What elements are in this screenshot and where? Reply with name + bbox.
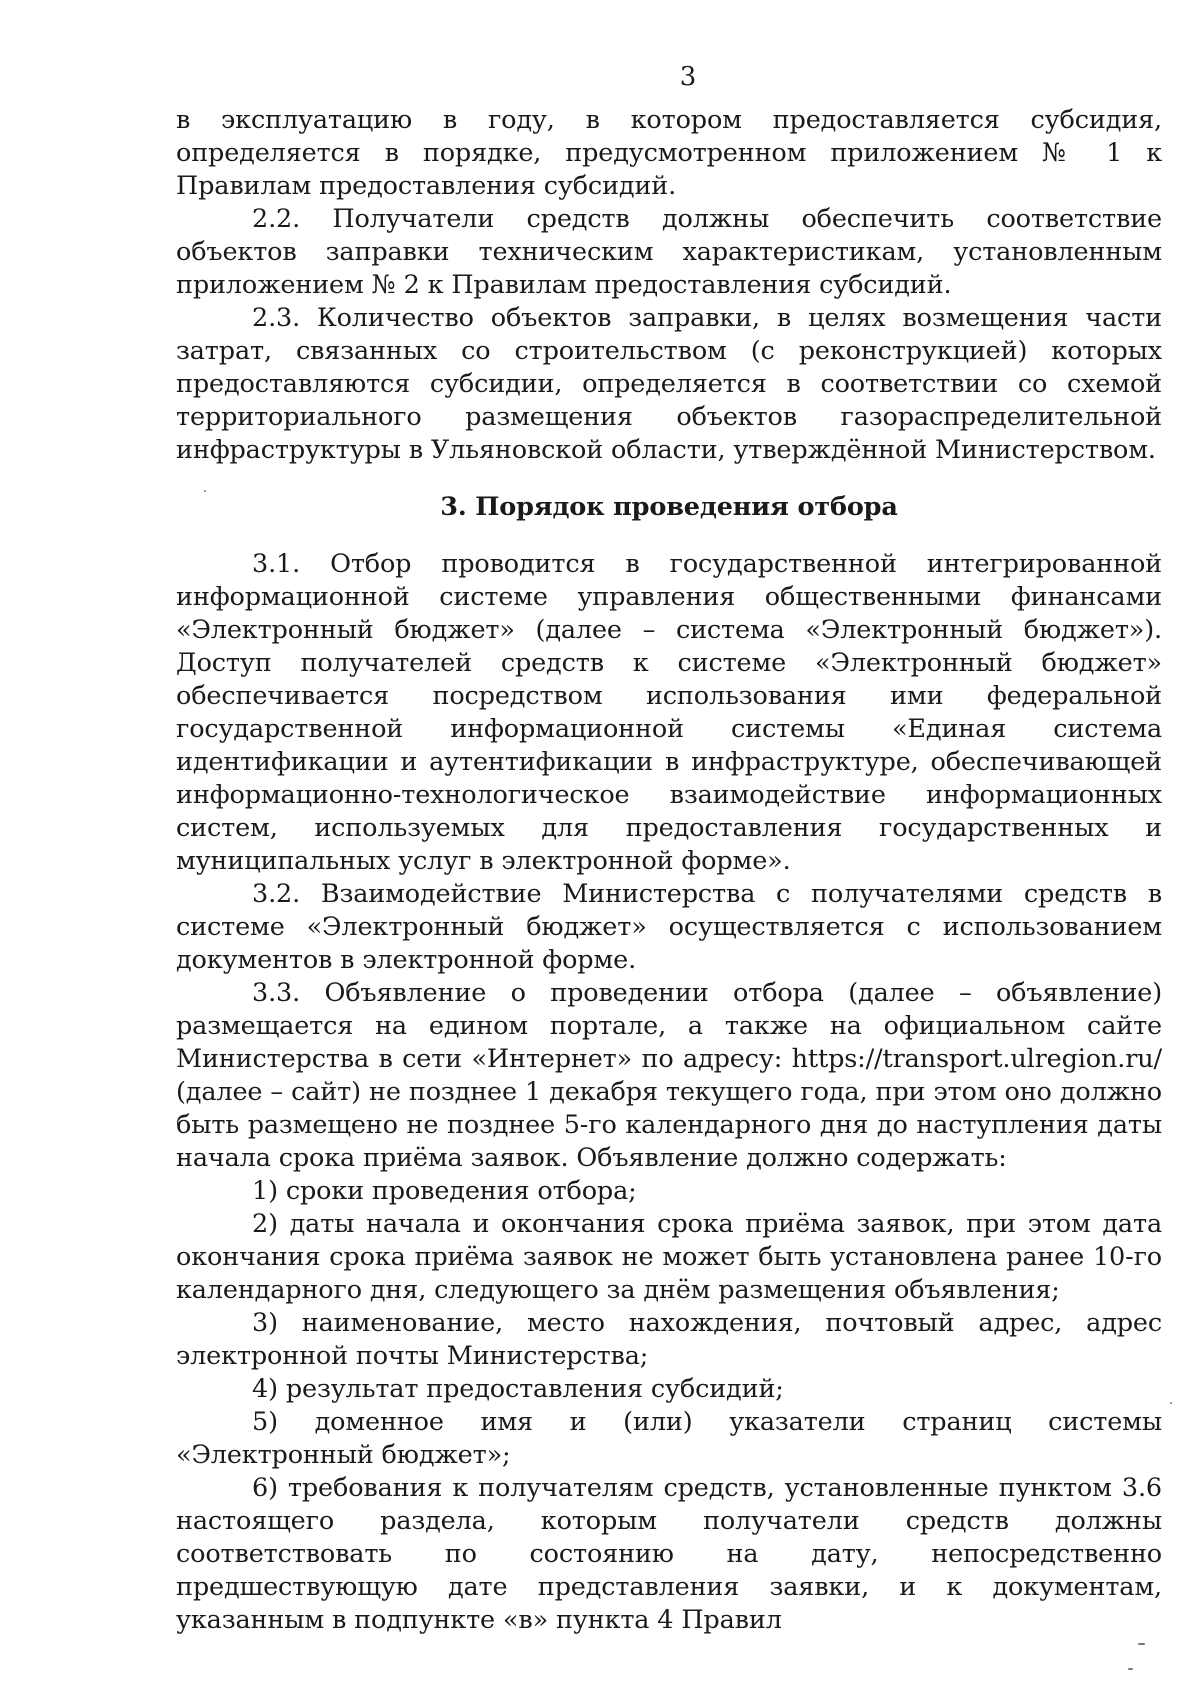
list-item-1: 1) сроки проведения отбора; (252, 1176, 637, 1206)
document-body (176, 104, 1162, 1637)
scan-speck (1170, 1402, 1172, 1404)
paragraph-2-3: 2.3. Количество объектов заправки, в целях возмещения части затрат, связанных со строительством (с реконструкцией) которых предоставляются субсидии, определяется в соответствии со схемой территориального размещения объектов газораспределительной инфраструктуры в Ульяновской области, утверждённой Министерством. (176, 303, 1162, 465)
list-item-3: 3) наименование, место нахождения, почтовый адрес, адрес электронной почты Министерства; (176, 1308, 1162, 1371)
page-number: 3 (679, 62, 697, 92)
paragraph-3-1: 3.1. Отбор проводится в государственной интегрированной информационной системе управления общественными финансами «Электронный бюджет» (далее – система «Электронный бюджет»). Доступ получателей средств к системе «Электронный бюджет» обеспечивается посредством использования ими федеральной государственной информационной системы «Единая система идентификации и аутентификации в инфраструктуре, обеспечивающей информационно-технологическое взаимодействие информационных систем, используемых для предоставления государственных и муниципальных услуг в электронной форме». (176, 549, 1162, 876)
paragraph-3-2: 3.2. Взаимодействие Министерства с получателями средств в системе «Электронный бюджет» осуществляется с использованием документов в электронной форме. (176, 879, 1162, 975)
section-heading: 3. Порядок проведения отбора (440, 492, 898, 522)
list-item-4: 4) результат предоставления субсидий; (252, 1374, 784, 1404)
paragraph-3-3: 3.3. Объявление о проведении отбора (далее – объявление) размещается на едином портале, а также на официальном сайте Министерства в сети «Интернет» по адресу: https://transport.ulregion.ru/ (далее – сайт) не позднее 1 декабря текущего года, при этом оно должно быть размещено не позднее 5-го календарного дня до наступления даты начала срока приёма заявок. Объявление должно содержать: (176, 978, 1162, 1173)
scan-speck (1138, 1643, 1145, 1645)
list-item-6: 6) требования к получателям средств, установленные пунктом 3.6 настоящего раздела, которым получатели средств должны соответствовать по состоянию на дату, непосредственно предшествующую дате представления заявки, и к документам, указанным в подпункте «в» пункта 4 Правил (176, 1473, 1162, 1635)
list-item-5: 5) доменное имя и (или) указатели страниц системы «Электронный бюджет»; (176, 1407, 1162, 1470)
paragraph-continuation: в эксплуатацию в году, в котором предоставляется субсидия, определяется в порядке, предусмотренном приложением № 1 к Правилам предоставления субсидий. (176, 105, 1162, 201)
paragraph-2-2: 2.2. Получатели средств должны обеспечить соответствие объектов заправки техническим характеристикам, установленным приложением № 2 к Правилам предоставления субсидий. (176, 204, 1162, 300)
scan-speck (204, 490, 206, 492)
scan-speck (1128, 1668, 1133, 1670)
list-item-2: 2) даты начала и окончания срока приёма заявок, при этом дата окончания срока приёма заявок не может быть установлена ранее 10-го календарного дня, следующего за днём размещения объявления; (176, 1209, 1162, 1305)
